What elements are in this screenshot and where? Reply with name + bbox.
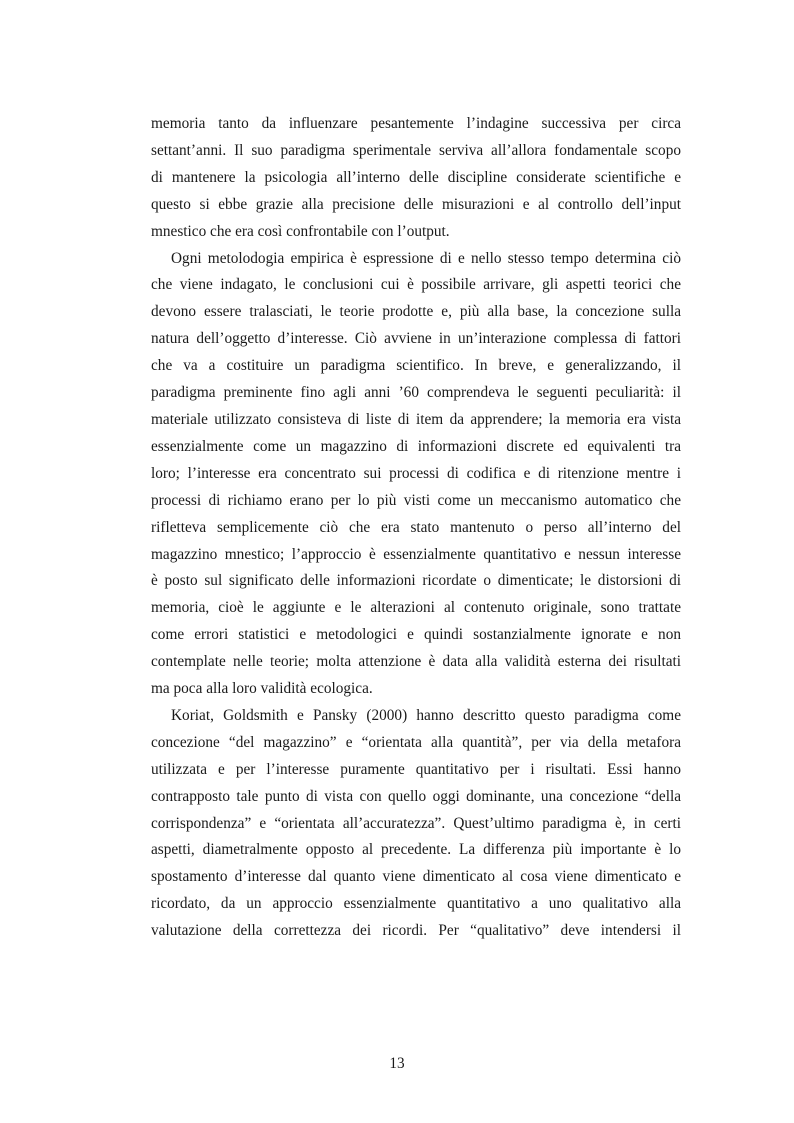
text-line: che va a costituire un paradigma scientifico. In breve, e generalizzando, il bbox=[151, 357, 681, 375]
text-line: aspetti, diametralmente opposto al precedente. La differenza più importante è lo bbox=[151, 841, 681, 859]
text-line: questo si ebbe grazie alla precisione delle misurazioni e al controllo dell’input bbox=[151, 195, 681, 213]
text-line: Koriat, Goldsmith e Pansky (2000) hanno descritto questo paradigma come bbox=[171, 706, 681, 724]
text-line: ricordato, da un approccio essenzialmente quantitativo a uno qualitativo alla bbox=[151, 895, 681, 913]
text-line: rifletteva semplicemente ciò che era stato mantenuto o perso all’interno del bbox=[151, 518, 681, 536]
text-line: processi di richiamo erano per lo più visti come un meccanismo automatico che bbox=[151, 491, 681, 509]
text-line: essenzialmente come un magazzino di informazioni discrete ed equivalenti tra bbox=[151, 437, 681, 455]
text-line: magazzino mnestico; l’approccio è essenzialmente quantitativo e nessun interesse bbox=[151, 545, 681, 563]
text-line: settant’anni. Il suo paradigma sperimentale serviva all’allora fondamentale scopo bbox=[151, 141, 681, 159]
page-number: 13 bbox=[389, 1055, 405, 1072]
text-line: loro; l’interesse era concentrato sui processi di codifica e di ritenzione mentre i bbox=[151, 464, 681, 482]
text-line: Ogni metolodogia empirica è espressione di e nello stesso tempo determina ciò bbox=[171, 249, 681, 267]
text-line: concezione “del magazzino” e “orientata alla quantità”, per via della metafora bbox=[151, 733, 681, 751]
text-line: contemplate nelle teorie; molta attenzione è data alla validità esterna dei risultati bbox=[151, 653, 681, 671]
text-line: memoria, cioè le aggiunte e le alterazioni al contenuto originale, sono trattate bbox=[151, 599, 681, 617]
text-line: natura dell’oggetto d’interesse. Ciò avviene in un’interazione complessa di fattori bbox=[151, 330, 681, 348]
text-line: devono essere tralasciati, le teorie prodotte e, più alla base, la concezione sulla bbox=[151, 303, 681, 321]
text-line: che viene indagato, le conclusioni cui è possibile arrivare, gli aspetti teorici che bbox=[151, 276, 681, 294]
text-line: contrapposto tale punto di vista con quello oggi dominante, una concezione “della bbox=[151, 787, 681, 805]
text-line: corrispondenza” e “orientata all’accuratezza”. Quest’ultimo paradigma è, in certi bbox=[151, 814, 681, 832]
paragraph bbox=[151, 703, 681, 945]
text-line: memoria tanto da influenzare pesantemente l’indagine successiva per circa bbox=[151, 115, 681, 132]
text-line: paradigma preminente fino agli anni ’60 comprendeva le seguenti peculiarità: il bbox=[151, 384, 681, 402]
text-line: è posto sul significato delle informazioni ricordate o dimenticate; le distorsioni di bbox=[151, 572, 681, 590]
text-line: ma poca alla loro validità ecologica. bbox=[151, 680, 373, 698]
text-line: di mantenere la psicologia all’interno delle discipline considerate scientifiche e bbox=[151, 168, 681, 186]
text-line: valutazione della correttezza dei ricordi. Per “qualitativo” deve intendersi il bbox=[151, 922, 681, 940]
text-line: spostamento d’interesse dal quanto viene dimenticato al cosa viene dimenticato e bbox=[151, 868, 681, 886]
paragraph bbox=[151, 246, 681, 703]
text-line: utilizzata e per l’interesse puramente quantitativo per i risultati. Essi hanno bbox=[151, 760, 681, 778]
text-line: materiale utilizzato consisteva di liste di item da apprendere; la memoria era vista bbox=[151, 410, 681, 428]
text-line: mnestico che era così confrontabile con l’output. bbox=[151, 222, 450, 240]
paragraph bbox=[151, 111, 681, 246]
text-line: come errori statistici e metodologici e quindi sostanzialmente ignorate e non bbox=[151, 626, 681, 644]
body-text bbox=[151, 111, 681, 945]
